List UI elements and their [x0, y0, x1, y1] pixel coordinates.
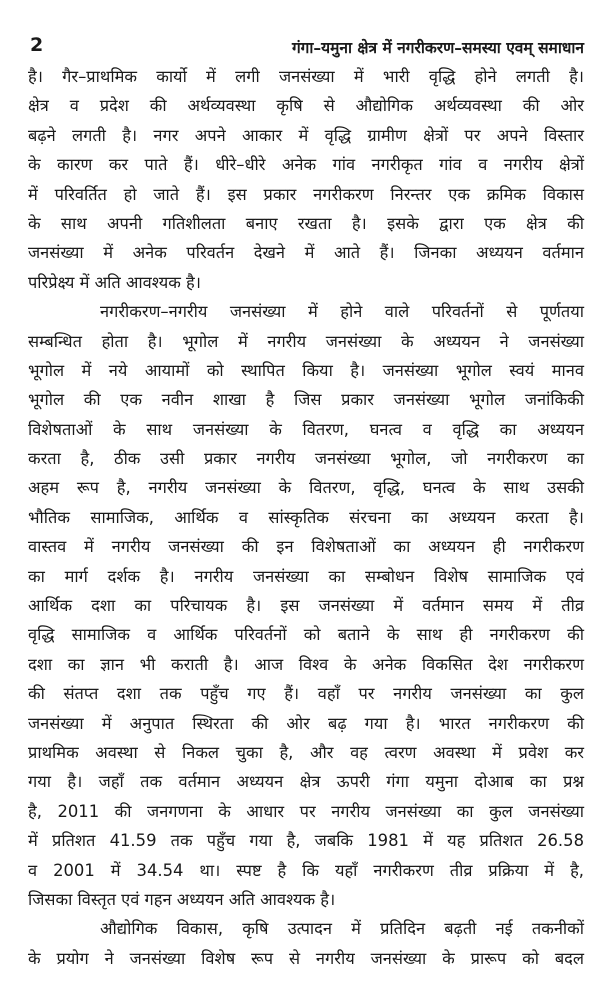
text-line: दशा का ज्ञान भी कराती है। आज विश्व के अनेक विकसित देश नगरीकरण: [28, 654, 584, 674]
text-line: वास्तव में नगरीय जनसंख्या की इन विशेषताओं का अध्ययन ही नगरीकरण: [28, 537, 584, 557]
text-line: में प्रतिशत 41.59 तक पहुँच गया है, जबकि 1981 में यह प्रतिशत 26.58: [28, 831, 584, 851]
text-line: का मार्ग दर्शक है। नगरीय जनसंख्या का सम्बोधन विशेष सामाजिक एवं: [28, 566, 584, 586]
paragraph: [28, 914, 584, 973]
text-line: है। गैर–प्राथमिक कार्यो में लगी जनसंख्या में भारी वृद्धि होने लगती है।: [28, 67, 584, 86]
text-line: में परिवर्तित हो जाते हैं। इस प्रकार नगरीकरण निरन्तर एक क्रमिक विकास: [28, 184, 584, 204]
page-header: [28, 30, 584, 62]
text-line: करता है, ठीक उसी प्रकार नगरीय जनसंख्या भूगोल, जो नगरीकरण का: [28, 449, 584, 469]
text-line: नगरीकरण–नगरीय जनसंख्या में होने वाले परिवर्तनों से पूर्णतया: [100, 302, 584, 322]
paragraph: [28, 297, 584, 914]
page-number: 2: [30, 34, 44, 56]
text-line: परिप्रेक्ष्य में अति आवश्यक है।: [28, 272, 201, 292]
text-line: भूगोल की एक नवीन शाखा है जिस प्रकार जनसंख्या भूगोल जनांकिकी: [28, 390, 584, 410]
text-line: वृद्धि सामाजिक व आर्थिक परिवर्तनों को बताने के साथ ही नगरीकरण की: [28, 625, 584, 645]
running-title: गंगा–यमुना क्षेत्र में नगरीकरण–समस्या एवम् समाधान: [291, 39, 584, 57]
body-text: [28, 62, 584, 973]
text-line: जनसंख्या में अनेक परिवर्तन देखने में आते हैं। जिनका अध्ययन वर्तमान: [28, 243, 584, 263]
text-line: प्राथमिक अवस्था से निकल चुका है, और वह त्वरण अवस्था में प्रवेश कर: [28, 742, 584, 762]
text-line: व 2001 में 34.54 था। स्पष्ट है कि यहाँ नगरीकरण तीव्र प्रक्रिया में है,: [28, 860, 584, 880]
text-line: जनसंख्या में अनुपात स्थिरता की ओर बढ़ गया है। भारत नगरीकरण की: [28, 713, 584, 733]
text-line: के कारण कर पाते हैं। धीरे–धीरे अनेक गांव नगरीकृत गांव व नगरीय क्षेत्रों: [28, 155, 584, 175]
text-line: आर्थिक दशा का परिचायक है। इस जनसंख्या में वर्तमान समय में तीव्र: [28, 596, 584, 616]
text-line: की संतप्त दशा तक पहुँच गए हैं। वहाँ पर नगरीय जनसंख्या का कुल: [28, 684, 584, 704]
text-line: है, 2011 की जनगणना के आधार पर नगरीय जनसंख्या का कुल जनसंख्या: [28, 801, 584, 821]
text-line: बढ़ने लगती है। नगर अपने आकार में वृद्धि ग्रामीण क्षेत्रों पर अपने विस्तार: [28, 125, 584, 145]
book-page: [28, 30, 584, 990]
text-line: गया है। जहाँ तक वर्तमान अध्ययन क्षेत्र ऊपरी गंगा यमुना दोआब का प्रश्न: [28, 772, 584, 792]
text-line: सम्बन्धित होता है। भूगोल में नगरीय जनसंख्या के अध्ययन ने जनसंख्या: [28, 331, 584, 351]
paragraph: [28, 62, 584, 297]
text-line: के साथ अपनी गतिशीलता बनाए रखता है। इसके द्वारा एक क्षेत्र की: [28, 213, 584, 233]
text-line: के प्रयोग ने जनसंख्या विशेष रूप से नगरीय जनसंख्या के प्रारूप को बदल: [28, 948, 584, 968]
text-line: क्षेत्र व प्रदेश की अर्थव्यवस्था कृषि से औद्योगिक अर्थव्यवस्था की ओर: [28, 96, 584, 116]
text-line: भौतिक सामाजिक, आर्थिक व सांस्कृतिक संरचना का अध्ययन करता है।: [28, 507, 584, 527]
text-line: भूगोल में नये आयामों को स्थापित किया है। जनसंख्या भूगोल स्वयं मानव: [28, 360, 584, 380]
text-line: विशेषताओं के साथ जनसंख्या के वितरण, घनत्व व वृद्धि का अध्ययन: [28, 419, 584, 439]
text-line: जिसका विस्तृत एवं गहन अध्ययन अति आवश्यक है।: [28, 889, 336, 909]
text-line: औद्योगिक विकास, कृषि उत्पादन में प्रतिदिन बढ़ती नई तकनीकों: [100, 919, 584, 939]
text-line: अहम रूप है, नगरीय जनसंख्या के वितरण, वृद्धि, घनत्व के साथ उसकी: [28, 478, 584, 498]
